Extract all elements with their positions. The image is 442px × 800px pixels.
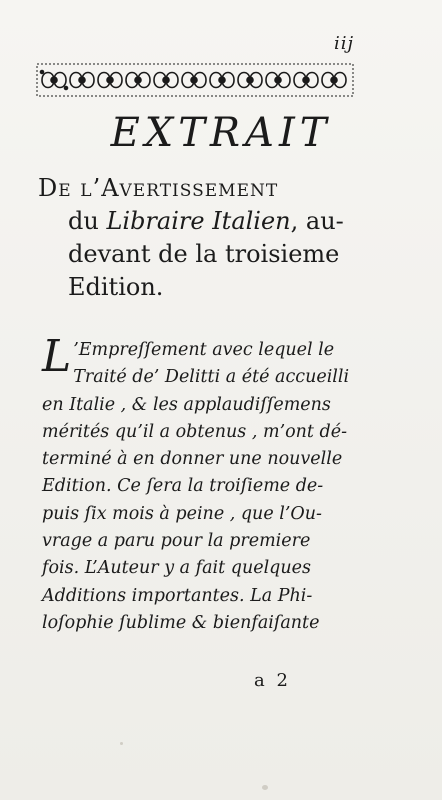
ornament-band-icon bbox=[36, 62, 354, 98]
text-line: puis ſix mois à peine , que l’Ou- bbox=[42, 503, 322, 524]
body-paragraph bbox=[42, 331, 372, 637]
text-line: Edition. Ce ſera la troiſieme de- bbox=[42, 476, 324, 497]
subtitle-line: devant de la troisieme bbox=[68, 240, 340, 268]
subtitle-italic: Libraire Italien bbox=[106, 207, 291, 235]
text-line: loſophie ſublime & bienfaiſante bbox=[42, 612, 320, 633]
subtitle-text: , au- bbox=[290, 207, 344, 235]
text-line: en Italie , & les applaudiſſemens bbox=[42, 394, 331, 415]
drop-cap: L bbox=[42, 331, 72, 382]
text-line: Traité de’ Delitti a été accueilli bbox=[73, 367, 350, 388]
subtitle-line: De l’Avertissement bbox=[38, 174, 279, 202]
page-title: EXTRAIT bbox=[110, 110, 332, 156]
subtitle-block bbox=[38, 172, 388, 304]
paper-spot bbox=[120, 742, 123, 745]
page-number: iij bbox=[334, 33, 355, 54]
paper-spot bbox=[262, 785, 268, 790]
subtitle-text: du bbox=[68, 207, 107, 235]
text-line: terminé à en donner une nouvelle bbox=[42, 449, 343, 470]
text-line: ’Empreſſement avec lequel le bbox=[73, 340, 335, 360]
text-line: Additions importantes. La Phi- bbox=[42, 585, 313, 606]
text-line: mérités qu’il a obtenus , m’ont dé- bbox=[42, 421, 348, 442]
text-line: vrage a paru pour la premiere bbox=[42, 531, 311, 552]
subtitle-line: Edition. bbox=[68, 273, 164, 301]
text-line: fois. L’Auteur y a fait quelques bbox=[42, 558, 311, 579]
subtitle-line bbox=[38, 205, 388, 238]
signature-mark: a 2 bbox=[254, 670, 291, 691]
